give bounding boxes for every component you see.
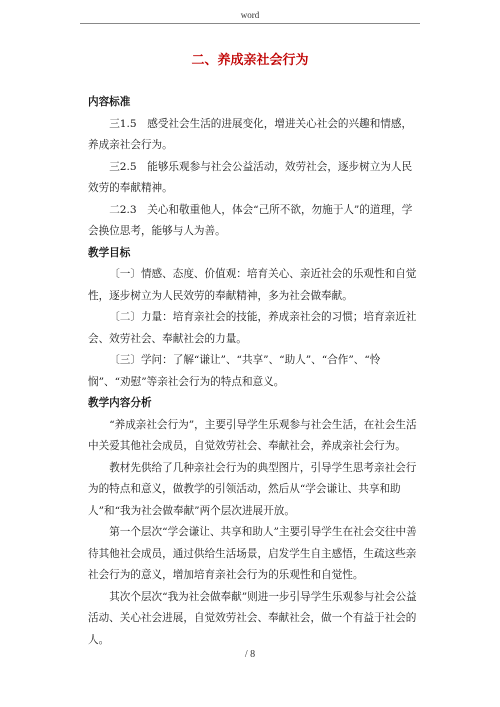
section-heading-goals: 教学目标: [88, 246, 131, 259]
page-number: / 8: [244, 649, 256, 660]
analysis-paragraph-1: “养成亲社会行为”，主要引导学生乐观参与社会生活，在社会生活中关爱其他社会成员，自觉效劳社会、奉献社会，养成亲社会行为。: [88, 418, 417, 452]
section-heading-analysis: 教学内容分析: [88, 397, 152, 409]
page-header-label: word: [240, 10, 260, 20]
standard-item-1: 三1.5 感受社会生活的进展变化，增进关心社会的兴趣和情感，养成亲社会行为。: [88, 117, 413, 151]
section-heading-standards: 内容标准: [88, 96, 131, 108]
goal-item-3: 〔三〕学问：了解“谦让”、“共享”、“助人”、“合作”、“怜悯”、“劝慰”等亲社会行为的特点和意义。: [88, 354, 381, 388]
goal-item-1: 〔一〕情感、态度、价值观：培育关心、亲近社会的乐观性和自觉性，逐步树立为人民效劳的奉献精神，多为社会做奉献。: [88, 268, 417, 302]
analysis-paragraph-3: 第一个层次“学会谦让、共享和助人”主要引导学生在社会交往中善待其他社会成员，通过供给生活场景，启发学生自主感悟，生疏这些亲社会行为的意义，增加培育亲社会行为的乐观性和自觉性。: [88, 526, 417, 581]
standard-item-2: 三2.5 能够乐观参与社会公益活动，效劳社会，逐步树立为人民效劳的奉献精神。: [88, 160, 413, 194]
standard-item-3: 二2.3 关心和敬重他人，体会“己所不欲，勿施于人”的道理，学会换位思考，能够与人为善。: [88, 203, 413, 237]
header-divider: [80, 23, 420, 24]
document-title: 二、养成亲社会行为: [191, 53, 309, 68]
analysis-paragraph-2: 教材先供给了几种亲社会行为的典型图片，引导学生思考亲社会行为的特点和意义，做教学的引领活动，然后从“学会谦让、共享和助人”和“我为社会做奉献”两个层次进展开放。: [88, 461, 417, 517]
document-body: [88, 92, 418, 651]
goal-item-2: 〔二〕力量：培育亲社会的技能，养成亲社会的习惯；培育亲近社会、效劳社会、奉献社会的力量。: [88, 311, 417, 345]
analysis-paragraph-4: 其次个层次“我为社会做奉献”则进一步引导学生乐观参与社会公益活动、关心社会进展，自觉效劳社会、奉献社会，做一个有益于社会的人。: [88, 590, 417, 646]
